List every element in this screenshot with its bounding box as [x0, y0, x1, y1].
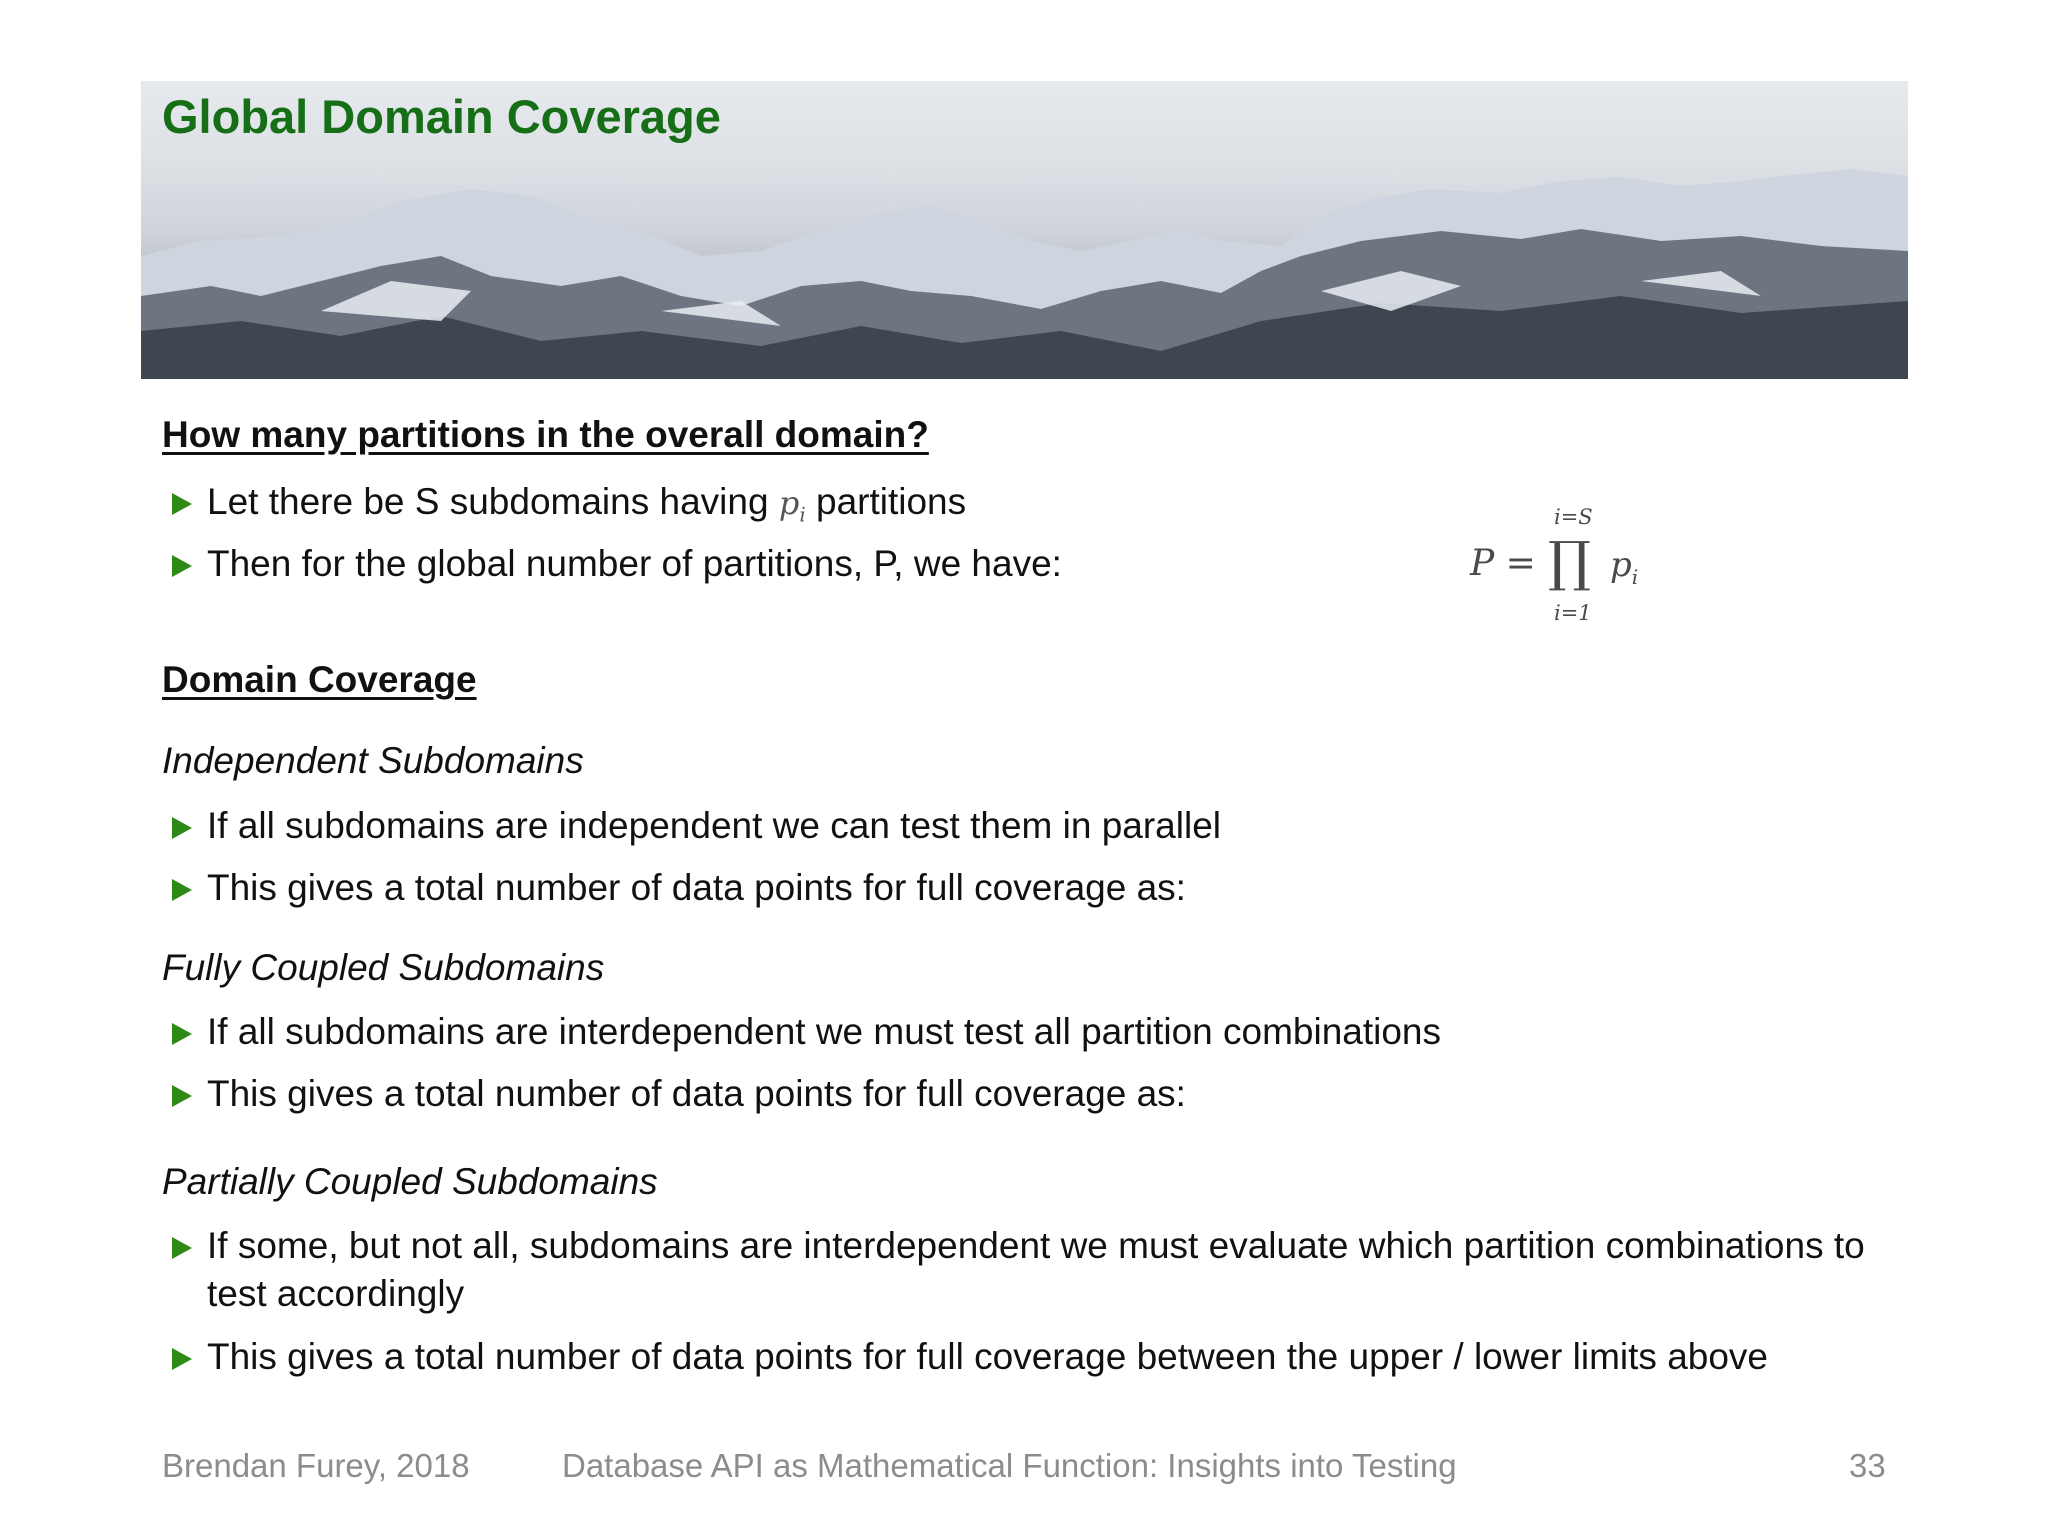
bullet-text: If all subdomains are independent we can test them in parallel [207, 805, 1221, 846]
slide-title: Global Domain Coverage [162, 90, 721, 143]
bullet-text: If some, but not all, subdomains are interdependent we must evaluate which partition combinations to test accordingly [207, 1225, 1865, 1314]
product-operator: ∏ [1548, 530, 1591, 593]
subheading-partially-coupled: Partially Coupled Subdomains [162, 1161, 658, 1202]
footer-presentation-title: Database API as Mathematical Function: Insights into Testing [562, 1447, 1457, 1484]
section-heading-domain-coverage: Domain Coverage [162, 659, 477, 700]
bullet-partially-coupled-evaluate [162, 1222, 1902, 1322]
formula-independent [1455, 852, 1675, 932]
bullet-text: This gives a total number of data points for full coverage between the upper / lower limits above [207, 1336, 1769, 1377]
title-banner [141, 81, 1908, 379]
triangle-right-icon [172, 1023, 192, 1045]
triangle-right-icon [172, 1085, 192, 1107]
triangle-right-icon [172, 555, 192, 577]
math-variable: $p_i$ [778, 484, 806, 527]
bullet-text: This gives a total number of data points for full coverage as: [207, 1073, 1186, 1114]
bullet-text: If all subdomains are interdependent we must test all partition combinations [207, 1011, 1442, 1052]
footer-author: Brendan Furey, 2018 [162, 1447, 470, 1484]
formula-global-partitions: P = i=S ∏ i=1 $p_i$ [1470, 505, 1639, 625]
footer-page-number: 33 [1849, 1447, 1886, 1484]
subheading-fully-coupled: Fully Coupled Subdomains [162, 947, 605, 988]
formula-fully-coupled [1455, 1026, 1725, 1156]
section-heading-partitions: How many partitions in the overall domain? [162, 414, 929, 455]
triangle-right-icon [172, 1348, 192, 1370]
bullet-text: Let there be S subdomains having $p_i$ partitions [207, 481, 967, 527]
subheading-independent: Independent Subdomains [162, 740, 584, 781]
triangle-right-icon [172, 817, 192, 839]
triangle-right-icon [172, 1237, 192, 1259]
bullet-text: This gives a total number of data points for full coverage as: [207, 867, 1186, 908]
triangle-right-icon [172, 493, 192, 515]
bullet-text: Then for the global number of partitions, P, we have: [207, 543, 1062, 584]
triangle-right-icon [172, 879, 192, 901]
